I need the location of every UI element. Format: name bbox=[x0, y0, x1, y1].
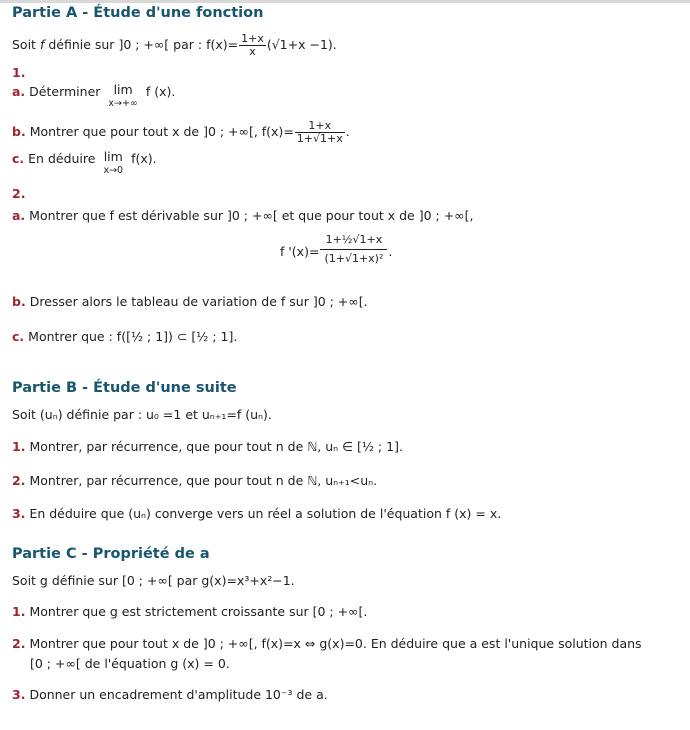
part-c-q3: 3. Donner un encadrement d'amplitude 10⁻³ de a. bbox=[12, 687, 328, 702]
part-b-q3: 3. En déduire que (uₙ) converge vers un réel a solution de l'équation f (x) = x. bbox=[12, 506, 502, 521]
part-a-q1c: c. En déduire lim x→0 f(x). bbox=[12, 149, 157, 176]
part-a-q2a: a. Montrer que f est dérivable sur ]0 ; +∞[ et que pour tout x de ]0 ; +∞[, bbox=[12, 208, 474, 223]
part-a-intro-fraction: $\frac{1+x}{x}$ bbox=[241, 32, 264, 58]
top-rule bbox=[0, 0, 690, 3]
part-b-q2: 2. Montrer, par récurrence, que pour tout n de ℕ, uₙ₊₁<uₙ. bbox=[12, 473, 378, 488]
part-b-intro: Soit (uₙ) définie par : u₀ =1 et uₙ₊₁=f (uₙ). bbox=[12, 407, 272, 422]
limit-zero: lim x→0 bbox=[103, 149, 124, 176]
part-c-title: Partie C - Propriété de a bbox=[12, 546, 210, 562]
part-a-q2c: c. Montrer que : f([½ ; 1]) ⊂ [½ ; 1]. bbox=[12, 329, 238, 344]
part-a-title: Partie A - Étude d'une fonction bbox=[12, 5, 264, 21]
part-c-q2-line1: 2. Montrer que pour tout x de ]0 ; +∞[, f(x)=x ⇔ g(x)=0. En déduire que a est l'unique solution dans bbox=[12, 636, 642, 651]
derivative-formula: f '(x)= $\frac{\text{1+½√1+x}}{\text{(1+√1+x)²}}$ . bbox=[280, 237, 392, 268]
part-c-q2-line2: [0 ; +∞[ de l'équation g (x) = 0. bbox=[30, 656, 230, 671]
part-a-q2-number: 2. bbox=[12, 186, 26, 201]
part-a-q1-number: 1. bbox=[12, 65, 26, 80]
limit-plus-infinity: lim x→+∞ bbox=[108, 82, 138, 109]
part-a-q1b-fraction: $\frac{1+x}{1+√1+x}$ bbox=[296, 119, 343, 145]
part-a-q1b: b. Montrer que pour tout x de ]0 ; +∞[, f(x)= $\frac{1+x}{1+√1+x}$ . bbox=[12, 119, 350, 145]
part-c-intro: Soit g définie sur [0 ; +∞[ par g(x)=x³+x²−1. bbox=[12, 573, 295, 588]
part-a-intro: Soit f définie sur ]0 ; +∞[ par : f(x)= $\frac{1+x}{x}$ (√1+x −1). bbox=[12, 32, 337, 58]
part-a-q2b: b. Dresser alors le tableau de variation de f sur ]0 ; +∞[. bbox=[12, 294, 368, 309]
part-c-q1: 1. Montrer que g est strictement croissante sur [0 ; +∞[. bbox=[12, 604, 368, 619]
derivative-fraction: $\frac{\text{1+½√1+x}}{\text{(1+√1+x)²}}$ bbox=[320, 231, 387, 268]
part-b-q1: 1. Montrer, par récurrence, que pour tout n de ℕ, uₙ ∈ [½ ; 1]. bbox=[12, 439, 403, 454]
part-b-title: Partie B - Étude d'une suite bbox=[12, 380, 237, 396]
part-a-q1a: a. Déterminer lim x→+∞ f (x). bbox=[12, 82, 176, 109]
